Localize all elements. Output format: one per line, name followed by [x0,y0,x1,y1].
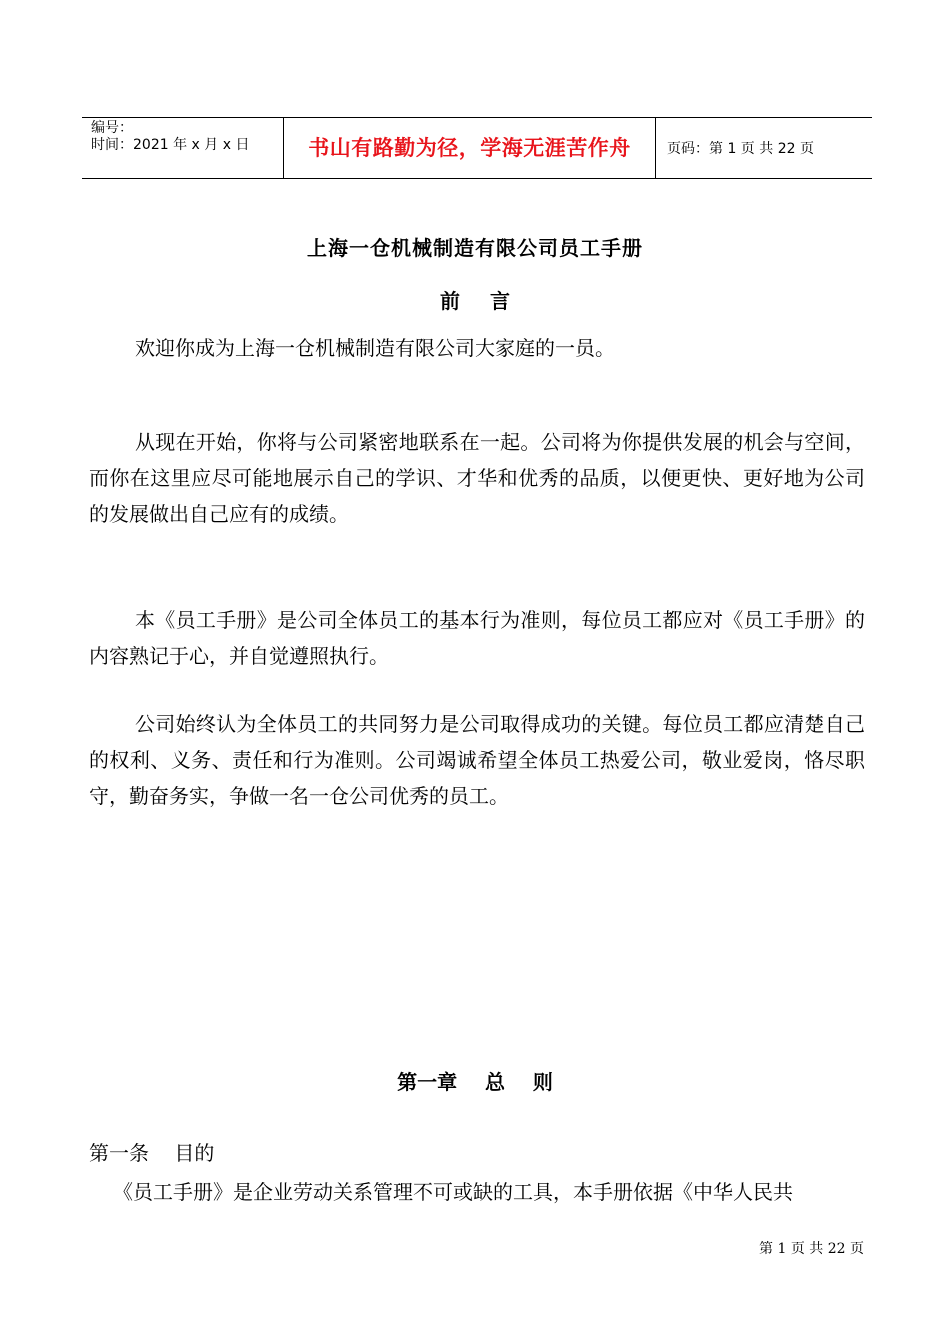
document-title: 上海一仓机械制造有限公司员工手册 [307,236,643,260]
preface-paragraph-4: 公司始终认为全体员工的共同努力是公司取得成功的关键。每位员工都应清楚自己的权利、义务、责任和行为准则。公司竭诚希望全体员工热爱公司，敬业爱岗，恪尽职守，勤奋务实，争做一名一仓公司优秀的员工。 [89,712,865,808]
header-time-label: 时间：2021 年 x 月 x 日 [91,137,250,153]
header-number-label: 编号： [91,120,133,136]
preface-paragraph-2: 从现在开始，你将与公司紧密地联系在一起。公司将为你提供发展的机会与空间，而你在这里应尽可能地展示自己的学识、才华和优秀的品质，以便更快、更好地为公司的发展做出自己应有的成绩。 [89,430,865,526]
chapter-heading: 第一章 总 则 [397,1070,553,1094]
preface-paragraph-1: 欢迎你成为上海一仓机械制造有限公司大家庭的一员。 [135,336,615,360]
header-page-info: 页码：第 1 页 共 22 页 [667,141,814,157]
preface-heading: 前言 [440,289,540,313]
footer-page-number: 第 1 页 共 22 页 [759,1241,864,1257]
preface-paragraph-3: 本《员工手册》是公司全体员工的基本行为准则，每位员工都应对《员工手册》的内容熟记于心，并自觉遵照执行。 [89,608,865,668]
header-motto: 书山有路勤为径，学海无涯苦作舟 [284,118,656,178]
page-header [82,117,872,179]
article-paragraph: 《员工手册》是企业劳动关系管理不可或缺的工具，本手册依据《中华人民共 [113,1180,793,1204]
article-heading: 第一条 目的 [89,1141,215,1165]
header-meta [82,118,284,178]
